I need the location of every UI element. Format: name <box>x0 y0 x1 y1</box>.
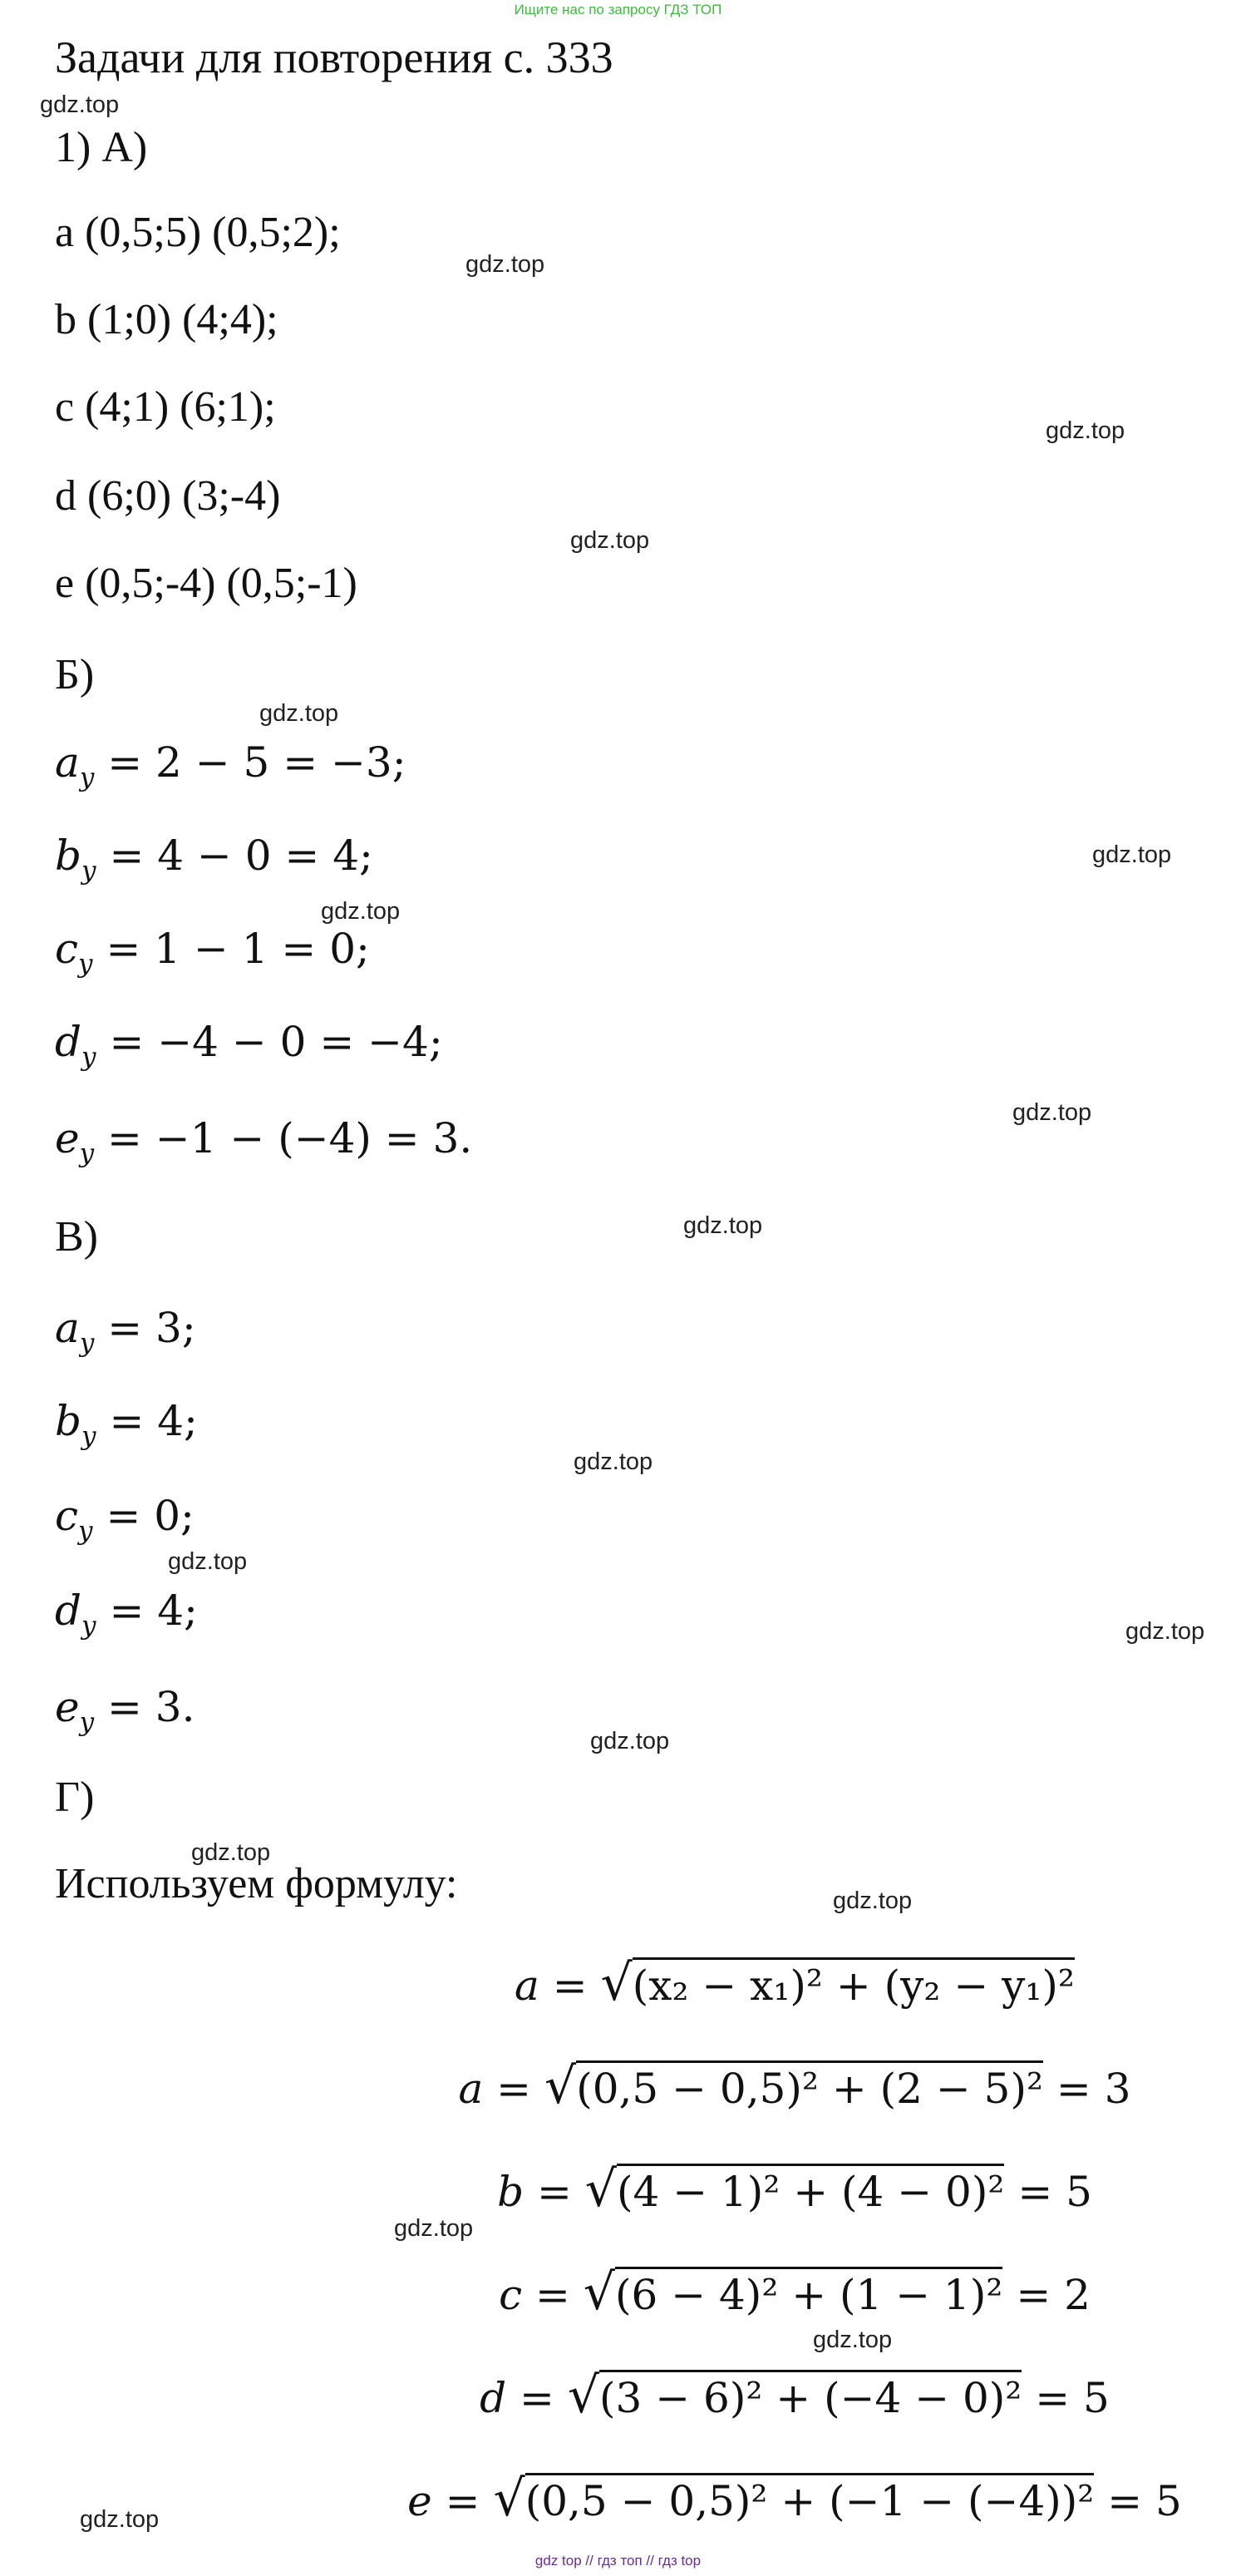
equation-line: $c_y = 0$; <box>55 1492 195 1546</box>
distance-formula: a = √(x₂ − x₁)² + (y₂ − y₁)² <box>515 1954 1075 2012</box>
equation-line: $d_y = 4$; <box>55 1587 198 1641</box>
equation-line: $a_y = 3$; <box>55 1304 196 1358</box>
equation-line: $b_y = 4 - 0 = 4$; <box>55 832 373 886</box>
equation-line: $a_y = 2 - 5 = -3$; <box>55 738 406 792</box>
watermark: gdz.top <box>1012 1099 1092 1126</box>
formula-line: c = √(6 − 4)² + (1 − 1)² = 2 <box>499 2263 1091 2322</box>
watermark: gdz.top <box>570 527 650 554</box>
formula-line: d = √(3 − 6)² + (−4 − 0)² = 5 <box>480 2366 1110 2425</box>
watermark: gdz.top <box>1046 417 1125 444</box>
part-g-label: Г) <box>55 1774 95 1821</box>
page-title: Задачи для повторения с. 333 <box>55 32 613 82</box>
watermark: gdz.top <box>394 2215 474 2242</box>
watermark: gdz.top <box>40 91 120 118</box>
footer-links[interactable]: gdz top // гдз топ // гдз top <box>534 2553 702 2569</box>
watermark: gdz.top <box>191 1839 271 1866</box>
watermark: gdz.top <box>574 1448 653 1475</box>
watermark: gdz.top <box>1092 841 1172 868</box>
part-a-label: 1) А) <box>55 124 148 171</box>
watermark: gdz.top <box>168 1548 248 1575</box>
coords-line: e (0,5;-4) (0,5;-1) <box>55 560 357 607</box>
watermark: gdz.top <box>465 251 545 278</box>
coords-line: b (1;0) (4;4); <box>55 296 278 343</box>
equation-line: $e_y = -1 - (-4) = 3$. <box>55 1114 473 1168</box>
top-banner[interactable]: Ищите нас по запросу ГДЗ ТОП <box>514 2 722 17</box>
equation-line: $b_y = 4$; <box>55 1397 198 1451</box>
coords-line: d (6;0) (3;-4) <box>55 472 281 520</box>
formula-line: b = √(4 − 1)² + (4 − 0)² = 5 <box>497 2160 1092 2218</box>
watermark: gdz.top <box>683 1212 763 1239</box>
coords-line: c (4;1) (6;1); <box>55 383 276 431</box>
formula-line: e = √(0,5 − 0,5)² + (−1 − (−4))² = 5 <box>407 2470 1182 2528</box>
formula-line: a = √(0,5 − 0,5)² + (2 − 5)² = 3 <box>458 2057 1131 2115</box>
coords-line: a (0,5;5) (0,5;2); <box>55 209 341 256</box>
part-b-label: Б) <box>55 651 95 698</box>
equation-line: $d_y = -4 - 0 = -4$; <box>55 1018 443 1072</box>
equation-line: $c_y = 1 - 1 = 0$; <box>55 925 370 979</box>
equation-line: $e_y = 3$. <box>55 1683 195 1737</box>
watermark: gdz.top <box>833 1888 913 1914</box>
watermark: gdz.top <box>321 898 401 925</box>
watermark: gdz.top <box>80 2506 160 2533</box>
watermark: gdz.top <box>590 1728 670 1754</box>
watermark: gdz.top <box>259 700 339 727</box>
part-v-label: В) <box>55 1213 98 1261</box>
watermark: gdz.top <box>813 2327 893 2353</box>
watermark: gdz.top <box>1125 1618 1205 1645</box>
formula-intro: Используем формулу: <box>55 1860 458 1907</box>
